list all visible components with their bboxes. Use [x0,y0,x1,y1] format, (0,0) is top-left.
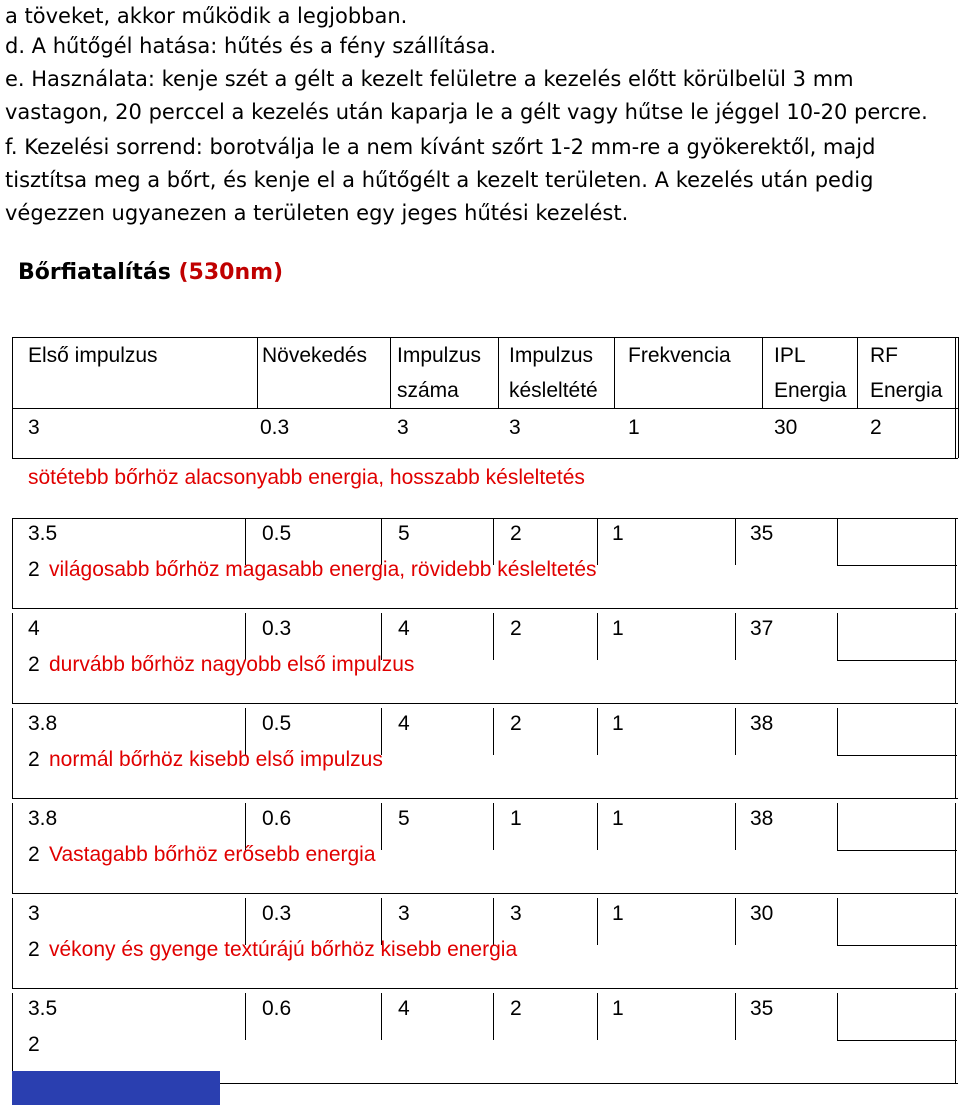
row-left-edge [12,898,13,988]
row-2-cell-4: 2 [510,522,522,545]
row-2-cell-3: 5 [398,522,410,545]
row-5-cell-2: 0.6 [262,807,292,830]
row-right-edge [955,898,956,988]
row-5-note: Vastagabb bőrhöz erősebb energia [49,843,376,866]
row-5-cell-5: 1 [612,807,624,830]
row-column-divider [381,803,382,850]
row-cell-bottom-border [837,850,957,851]
section-wavelength: (530nm) [178,260,284,285]
paragraph-line-4: vastagon, 20 perccel a kezelés után kaparja le a gélt vagy hűtse le jéggel 10-20 percre. [5,100,928,124]
row-7-cell-5: 1 [612,997,624,1020]
row-4-cell-4: 2 [510,712,522,735]
row-bottom-border [12,703,958,704]
row-left-edge [12,993,13,1083]
header-column-divider [390,337,391,408]
row-2-note: világosabb bőrhöz magasabb energia, rövidebb késleltetés [49,558,597,581]
row-7-cell-3: 4 [398,997,410,1020]
row-column-divider [735,803,736,850]
row-column-divider [597,613,598,660]
row-column-divider [735,518,736,565]
header-6-line2: Energia [774,379,847,402]
row-left-edge [12,613,13,703]
row-2-top-border [12,518,958,519]
header-top-border [12,337,958,338]
header-5-line1: Frekvencia [628,344,731,367]
row-column-divider [837,898,838,945]
header-1-line1: Első impulzus [28,344,158,367]
paragraph-line-2: d. A hűtőgél hatása: hűtés és a fény szállítása. [5,34,497,58]
row-column-divider [493,613,494,660]
header-column-divider [257,337,258,408]
row-3-note: durvább bőrhöz nagyobb első impulzus [49,653,415,676]
footer-bar [12,1071,220,1105]
paragraph-line-1: a töveket, akkor működik a legjobban. [5,4,408,28]
row-3-cell-2: 0.3 [262,617,292,640]
row-4-cell-7: 2 [28,748,40,771]
row-2-cell-1: 3.5 [28,522,58,545]
row-right-edge [955,993,956,1083]
row-1-cell-6: 30 [774,416,798,439]
row-7-cell-1: 3.5 [28,997,58,1020]
header-6-line1: IPL [774,344,806,367]
row-right-edge [955,613,956,703]
header-4-line1: Impulzus [509,344,594,367]
row-4-note: normál bőrhöz kisebb első impulzus [49,748,383,771]
header-4-line2: késleltété [509,379,598,402]
header-column-divider [857,337,858,408]
row-3-cell-4: 2 [510,617,522,640]
row-column-divider [735,613,736,660]
row-column-divider [493,803,494,850]
header-7-line2: Energia [870,379,943,402]
row-cell-bottom-border [837,660,957,661]
row-5-cell-1: 3.8 [28,807,58,830]
header-column-divider [762,337,763,408]
row-column-divider [245,993,246,1040]
row-column-divider [493,993,494,1040]
first-row-bottom-border [12,458,958,459]
row-1-cell-4: 3 [509,416,521,439]
row-1-cell-7: 2 [870,416,882,439]
header-7-line1: RF [870,344,898,367]
row-6-note: vékony és gyenge textúrájú bőrhöz kisebb energia [49,938,518,961]
row-5-cell-6: 38 [750,807,774,830]
row-column-divider [493,708,494,755]
row-6-cell-1: 3 [28,902,40,925]
row-left-edge [12,803,13,893]
row-cell-bottom-border [837,1040,957,1041]
header-column-divider [12,337,13,458]
row-bottom-border [12,893,958,894]
row-3-cell-6: 37 [750,617,774,640]
row-column-divider [735,708,736,755]
header-column-divider [955,337,956,458]
row-column-divider [837,993,838,1040]
row-column-divider [735,898,736,945]
header-3-line1: Impulzus [397,344,482,367]
row-3-cell-1: 4 [28,617,40,640]
row-right-edge [955,708,956,798]
row-bottom-border [12,798,958,799]
row-column-divider [837,613,838,660]
row-column-divider [597,803,598,850]
row-5-cell-7: 2 [28,843,40,866]
paragraph-line-5: f. Kezelési sorrend: borotválja le a nem kívánt szőrt 1-2 mm-re a gyökerektől, majd [5,135,876,159]
row-right-edge [955,803,956,893]
row-column-divider [837,518,838,565]
row-7-cell-2: 0.6 [262,997,292,1020]
row-4-cell-3: 4 [398,712,410,735]
header-column-divider [614,337,615,408]
row-1-note: sötétebb bőrhöz alacsonyabb energia, hosszabb késleltetés [28,466,585,489]
row-2-cell-5: 1 [612,522,624,545]
row-6-cell-4: 3 [510,902,522,925]
row-left-edge [12,708,13,798]
row-1-cell-5: 1 [628,416,640,439]
paragraph-line-3: e. Használata: kenje szét a gélt a kezelt felületre a kezelés előtt körülbelül 3 mm [5,67,854,91]
row-right-edge [955,518,956,608]
row-cell-bottom-border [837,755,957,756]
row-5-cell-4: 1 [510,807,522,830]
row-3-cell-5: 1 [612,617,624,640]
row-1-cell-2: 0.3 [260,416,290,439]
row-column-divider [735,993,736,1040]
row-cell-bottom-border [837,945,957,946]
row-bottom-border [12,988,958,989]
row-column-divider [597,993,598,1040]
row-column-divider [597,898,598,945]
paragraph-line-7: végezzen ugyanezen a területen egy jeges hűtési kezelést. [5,201,629,225]
row-2-cell-2: 0.5 [262,522,292,545]
row-1-cell-3: 3 [397,416,409,439]
row-2-cell-7: 2 [28,558,40,581]
row-6-cell-7: 2 [28,938,40,961]
row-7-cell-7: 2 [28,1033,40,1056]
header-3-line2: száma [397,379,459,402]
row-cell-bottom-border [837,565,957,566]
row-7-cell-6: 35 [750,997,774,1020]
row-column-divider [837,708,838,755]
paragraph-line-6: tisztítsa meg a bőrt, és kenje el a hűtőgélt a kezelt területen. A kezelés után pedig [5,168,874,192]
row-3-cell-3: 4 [398,617,410,640]
row-column-divider [597,708,598,755]
header-column-divider [498,337,499,408]
row-3-cell-7: 2 [28,653,40,676]
row-column-divider [381,993,382,1040]
row-6-cell-3: 3 [398,902,410,925]
row-bottom-border [12,608,958,609]
section-title-text: Bőrfiatalítás [18,260,171,285]
row-2-cell-6: 35 [750,522,774,545]
row-column-divider [597,518,598,565]
row-4-cell-5: 1 [612,712,624,735]
row-6-cell-2: 0.3 [262,902,292,925]
header-right-edge [958,337,959,458]
row-6-cell-5: 1 [612,902,624,925]
header-2-line1: Növekedés [262,344,368,367]
row-left-edge [12,518,13,608]
row-4-cell-6: 38 [750,712,774,735]
row-5-cell-3: 5 [398,807,410,830]
row-4-cell-2: 0.5 [262,712,292,735]
section-title [18,258,283,288]
row-6-cell-6: 30 [750,902,774,925]
row-1-cell-1: 3 [28,416,40,439]
row-column-divider [837,803,838,850]
row-4-cell-1: 3.8 [28,712,58,735]
row-7-cell-4: 2 [510,997,522,1020]
header-bottom-border [12,408,958,409]
